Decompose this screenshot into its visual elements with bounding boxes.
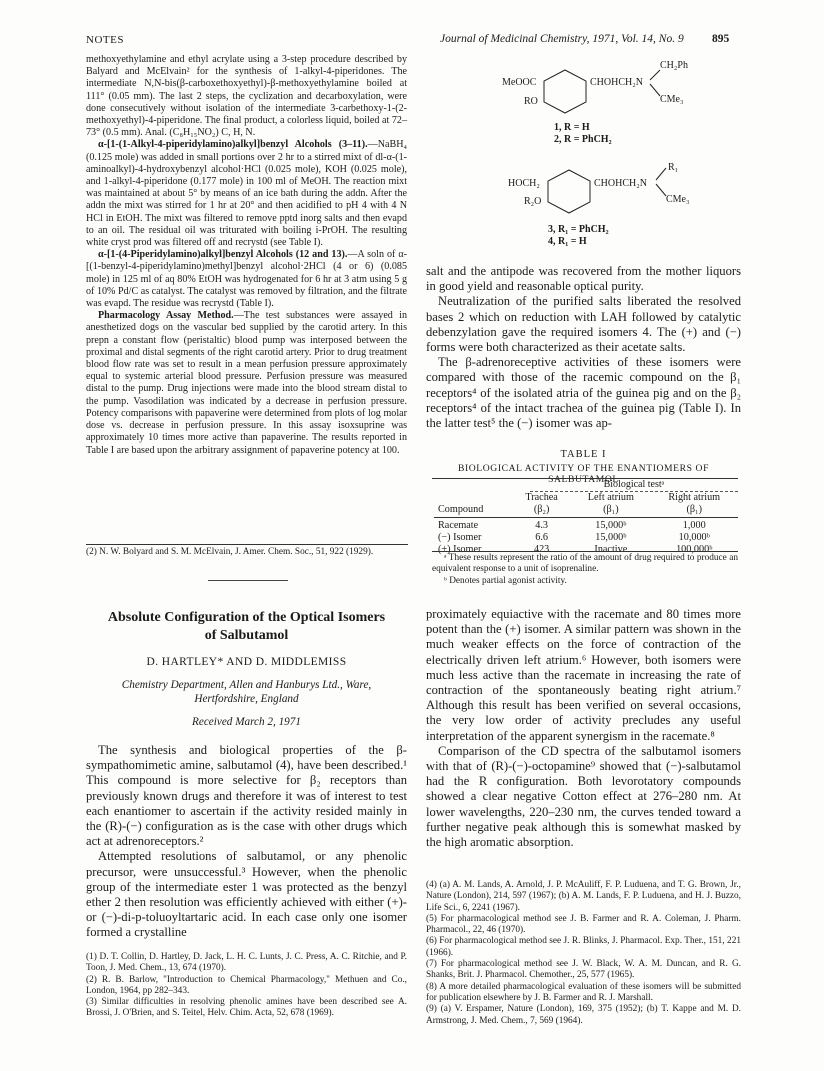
table-cell: 15,000ᵇ	[595, 532, 627, 543]
chem-substituent: CHOHCH₂N	[590, 77, 643, 88]
left-top-column	[86, 54, 407, 457]
table-cell: Racemate	[438, 520, 479, 531]
body-paragraph: Comparison of the CD spectra of the salbutamol isomers with that of (R)-(−)-octopamine⁹ showed that (−)-salbutamol had the R configuration. Both levorotatory compounds showed a clear negative Cotton effect at 276–280 nm. At lower wavelengths, 220–230 nm, the curves tended toward a further negative peak although this is somewhat masked by the high aromatic absorption.	[426, 743, 741, 850]
table-note-b: ᵇ Denotes partial agonist activity.	[444, 575, 567, 586]
footnote-6: (6) For pharmacological method see J. R. Blinks, J. Pharmacol. Exp. Ther., 151, 221 (1966).	[426, 936, 741, 958]
table-notes	[432, 553, 738, 587]
chem-substituent: CH₂Ph	[660, 60, 688, 71]
table-header-cell: (β₁)	[603, 504, 619, 515]
table-cell: 100,000ᵇ	[676, 544, 713, 555]
results-table	[434, 492, 738, 556]
table-cell: Inactive	[594, 544, 628, 555]
bond-lines-icon	[654, 166, 694, 206]
structure-3-4	[508, 162, 708, 252]
right-top-column	[426, 264, 741, 431]
footnote-9: (9) (a) V. Erspamer, Nature (London), 169, 375 (1952); (b) T. Kappe and M. D. Armstrong, J. Med. Chem., 7, 569 (1964).	[426, 1004, 741, 1026]
table-row	[434, 532, 738, 544]
exp-text: —NaBH₄ (0.125 mole) was added in small portions over 2 hr to a stirred mixt of dl-α-(1-aminoalkyl)-4-hydroxybenzyl alcohol·HCl (0.025 mole), KOH (0.025 mole), and 1-alkyl-4-piperidone (0.177 mole) in 100 ml of MeOH. The reaction mixt was maintained at about 5° by means of an ice bath during the addn. After the addn the mixt was stirred for 1 hr at 20° and then acidified to pH 4 with 4 N HCl in EtOH. The mixt was filtered to remove pptd inorg salts and then evapd to an oil. The residual oil was triturated with boiling i-PrOH. The resulting white cryst prod was filtered off and recrystd (see Table I).	[86, 139, 407, 249]
table-cell: 15,000ᵇ	[595, 520, 627, 531]
footnote-3: (3) Similar difficulties in resolving phenolic amines have been described see A. Brossi, J. O'Brien, and S. Teitel, Helv. Chim. Acta, 52, 678 (1969).	[86, 997, 407, 1019]
exp-paragraph	[86, 310, 407, 456]
table-header-cell: Left atrium	[587, 492, 634, 503]
body-paragraph: Neutralization of the purified salts liberated the resolved bases 2 which on reduction with LAH followed by catalytic debenzylation gave the required isomers 4. The (+) and (−) forms were both characterized as their acetate salts.	[426, 294, 741, 355]
body-paragraph: The synthesis and biological properties of the β-sympathomimetic amine, salbutamol (4), have been described.¹ This compound is more selective for β₂ receptors than previously known drugs and therefore it was of interest to test each enantiomer to ascertain if the activity resided mainly in the (R)-(−) configuration as is the case with other drugs which act at adrenoreceptors.²	[86, 743, 407, 849]
article-received: Received March 2, 1971	[192, 716, 301, 728]
chem-substituent: RO	[524, 96, 538, 107]
body-paragraph: Attempted resolutions of salbutamol, or any phenolic precursor, were unsuccessful.³ However, when the phenolic group of the intermediate ester 1 was protected as the benzyl ether 2 then resolution was efficiently achieved with either (+)- or (−)-di-p-toluoyltartaric acid. In each case only one isomer formed a crystalline	[86, 849, 407, 940]
footnote-5: (5) For pharmacological method see J. B. Farmer and R. A. Coleman, J. Pharm. Pharmacol., 22, 46 (1970).	[426, 913, 741, 936]
article-footnotes-right	[426, 880, 741, 1027]
table-header-rule	[434, 517, 738, 518]
footnote-1: (1) D. T. Collin, D. Hartley, D. Jack, L. H. C. Lunts, J. C. Press, A. C. Ritchie, and P. Toon, J. Med. Chem., 13, 674 (1970).	[86, 952, 407, 974]
body-paragraph: proximately equiactive with the racemate and 80 times more potent than the (+) isomer. A similar pattern was shown in the much weaker effects on the force of contraction of the electrically driven left atrium.⁶ However, both isomers were much less active than the racemate in increasing the rate of contraction of the spontaneously beating right atrium.⁷ Although this result has been verified on several occasions, the very low order of activity precludes any useful interpretation of the apparent synergism in the racemate.⁸	[426, 607, 741, 743]
chem-substituent: CHOHCH₂N	[594, 178, 647, 189]
table-header-cell	[434, 492, 512, 504]
article-divider	[208, 580, 288, 581]
compound-label: 2, R = PhCH₂	[554, 134, 612, 145]
table-cell: 4.3	[535, 520, 548, 531]
body-paragraph: The β-adrenoreceptive activities of these isomers were compared with those of the racemic compound on the β₁ receptors⁴ of the isolated atria of the guinea pig and on the β₂ receptors⁴ of the intact trachea of the guinea pig (Table I). In the latter test⁵ the (−) isomer was ap-	[426, 355, 741, 431]
exp-heading: Pharmacology Assay Method.	[98, 310, 234, 322]
structure-1-2	[502, 60, 702, 150]
table-header-cell: (β₂)	[533, 504, 550, 515]
footnote-7: (7) For pharmacological method see J. W. Black, W. A. M. Duncan, and R. G. Shanks, Brit. J. Pharmacol. Chemother., 25, 577 (1965).	[426, 959, 741, 981]
exp-heading: α-[1-(4-Piperidylamino)alkyl]benzyl Alcohols (12 and 13).	[98, 249, 348, 261]
article-title: Absolute Configuration of the Optical Isomers of Salbutamol	[107, 610, 386, 643]
exp-paragraph: methoxyethylamine and ethyl acrylate using a 3-step procedure described by Balyard and McElvain² for the synthesis of 1-alkyl-4-piperidones. The intermediate N,N-bis(β-carboxethoxyethyl)-β-methoxyethylamine boiled at 111° (0.05 mm). The last 2 steps, the cyclization and decarboxylation, were done consecutively without isolation of the intermediate 3-carbethoxy-1-(2-methoxyethyl)-4-piperidone. The final product, a colorless liquid, boiled at 72–73° (0.5 mm). Anal. (C₈H₁₅NO₂) C, H, N.	[86, 54, 407, 139]
table-header-row	[434, 504, 738, 516]
footnote-4: (4) (a) A. M. Lands, A. Arnold, J. P. McAuliff, F. P. Luduena, and T. G. Brown, Jr., Nature (London), 214, 597 (1967); (b) A. M. Lands, F. P. Luduena, and H. J. Buzzo, Life Sci., 6, 2241 (1967).	[426, 880, 741, 913]
article-affiliation: Chemistry Department, Allen and Hanburys Ltd., Ware, Hertfordshire, England	[121, 679, 372, 705]
chem-substituent: R₂O	[524, 196, 542, 207]
footnote-2b: (2) R. B. Barlow, "Introduction to Chemical Pharmacology," Methuen and Co., London, 1964, pp 282–343.	[86, 974, 407, 996]
table-group-header: Biological testᵃ	[603, 479, 665, 490]
chem-substituent: MeOOC	[502, 77, 537, 88]
chem-substituent: HOCH₂	[508, 178, 540, 189]
chem-substituent: R₁	[668, 162, 679, 173]
table-header-cell: (β₁)	[686, 504, 702, 515]
footnote-2: (2) N. W. Bolyard and S. M. McElvain, J. Amer. Chem. Soc., 51, 922 (1929).	[86, 547, 374, 557]
article-authors: D. HARTLEY* AND D. MIDDLEMISS	[146, 656, 347, 668]
running-head-journal: Journal of Medicinal Chemistry, 1971, Vol. 14, No. 9	[440, 33, 684, 45]
footnote-8: (8) A more detailed pharmacological evaluation of these isomers will be submitted for publication elsewhere by J. B. Farmer and R. J. Marshall.	[426, 981, 741, 1003]
exp-text: —A soln of α-[(1-benzyl-4-piperidylamino)methyl]benzyl alcohol·2HCl (4 or 6) (0.085 mole) in 125 ml of aq 80% EtOH was hydrogenated for 6 hr at 3 atm using 5 g of 10% Pd/C as catalyst. The catalyst was removed by filtration, and the filtrate was evapd. The residue was recrystd (Table I).	[86, 249, 408, 310]
table-cell: (−) Isomer	[438, 532, 482, 543]
article-body-left	[86, 743, 407, 941]
table-header-cell: Compound	[438, 504, 484, 515]
chem-substituent: CMe₃	[660, 94, 684, 105]
exp-paragraph	[86, 139, 407, 249]
exp-text: —The test substances were assayed in anesthetized dogs on the vascular bed supplied by the carotid artery. In this prepn a constant flow (peristaltic) blood pump was interposed between the proximal and distal segments of the right carotid artery. Prior to drug treatment blood flow rate was set to result in a mean perfusion pressure approximately equal to systemic arterial blood pressure. Perfusion pressure was measured distal to the pump. Drug injections were made into the blood stream distal to the pump. Vasodilation was indicated by a decrease in perfusion pressure. Potency comparisons with papaverine were determined from plots of log molar dose vs. decrease in perfusion pressure. In this assay isoxsuprine was approximately 10 times more active than papaverine. The results reported in Table I are based upon the arbitrary assignment of papaverine potency at 100.	[86, 310, 407, 456]
compound-label: 4, R₁ = H	[548, 236, 587, 247]
table-cell: 10,000ᵇ	[678, 532, 710, 543]
table-cell: (+) Isomer	[438, 544, 482, 555]
exp-heading: α-[1-(1-Alkyl-4-piperidylamino)alkyl]benzyl Alcohols (3–11).	[98, 139, 368, 151]
table-header-cell: Right atrium	[668, 492, 721, 503]
benzene-ring-icon	[544, 168, 594, 214]
table-header-cell: Trachea	[525, 492, 558, 503]
table-label: TABLE I	[560, 449, 607, 460]
table-row	[434, 520, 738, 532]
article-body-right	[426, 607, 741, 850]
table-bottom-rule	[432, 551, 738, 552]
table-cell: 423	[533, 544, 550, 555]
compound-label: 1, R = H	[554, 122, 590, 133]
page-number: 895	[712, 33, 730, 45]
table-cell: 1,000	[682, 520, 706, 531]
benzene-ring-icon	[540, 68, 590, 114]
chem-substituent: CMe₃	[666, 194, 690, 205]
table-cell: 6.6	[535, 532, 548, 543]
body-paragraph: salt and the antipode was recovered from the mother liquors in good yield and reasonable optical purity.	[426, 264, 741, 294]
table-note-a: ᵃ These results represent the ratio of the amount of drug required to produce an equivalent response to a unit of isoprenaline.	[432, 553, 738, 575]
compound-label: 3, R₁ = PhCH₂	[548, 224, 609, 235]
article-footnotes-left	[86, 952, 407, 1020]
bond-lines-icon	[648, 64, 688, 104]
table-title: BIOLOGICAL ACTIVITY OF THE ENANTIOMERS OF SALBUTAMOL	[457, 463, 710, 485]
exp-paragraph	[86, 249, 407, 310]
table-header-row	[434, 492, 738, 504]
footnote-rule	[86, 544, 408, 545]
running-head-left: NOTES	[86, 34, 124, 46]
